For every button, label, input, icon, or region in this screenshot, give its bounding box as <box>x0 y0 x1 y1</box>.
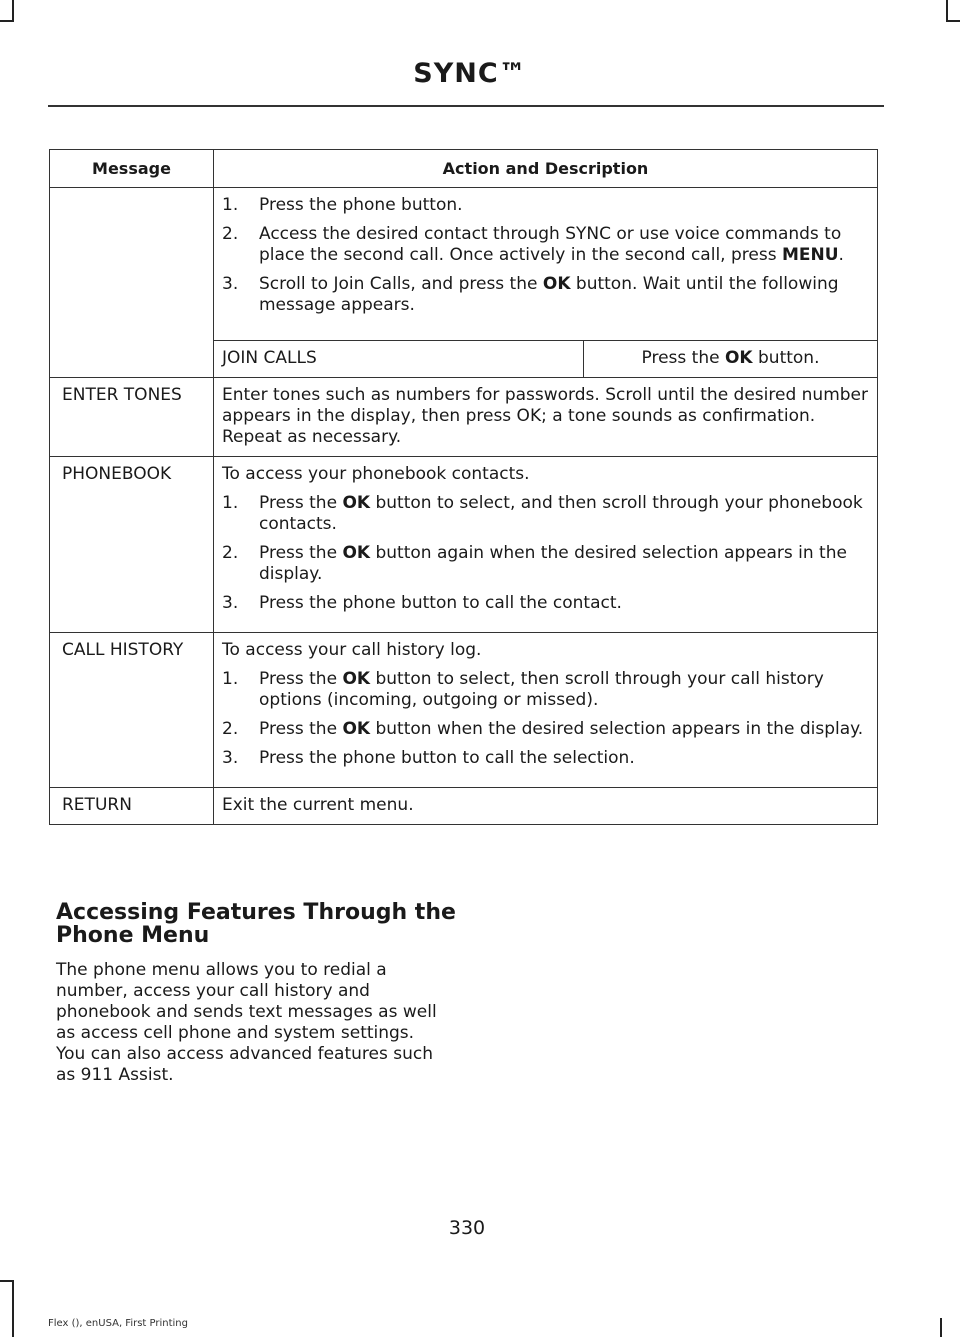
table-row-enter-tones <box>50 378 878 457</box>
crop-mark <box>12 1280 14 1337</box>
message-cell: RETURN <box>50 788 214 825</box>
column-header-message: Message <box>50 150 214 188</box>
join-calls-action: Press the OK button. <box>584 341 878 378</box>
column-header-action: Action and Description <box>214 150 878 188</box>
phonebook-steps-list <box>222 493 871 614</box>
message-cell: ENTER TONES <box>50 378 214 457</box>
table-row-return <box>50 788 878 825</box>
message-cell: PHONEBOOK <box>50 457 214 633</box>
message-cell: CALL HISTORY <box>50 633 214 788</box>
list-item: 2. Press the OK button when the desired selection appears in the display. <box>222 719 864 739</box>
step-number: 1. <box>222 669 239 689</box>
crop-mark <box>940 1318 942 1337</box>
action-cell <box>214 633 878 788</box>
step-number: 3. <box>222 748 239 768</box>
crop-mark <box>12 0 14 22</box>
bold-keyword: OK <box>342 493 371 513</box>
table-row-join-calls <box>50 188 878 378</box>
bold-keyword: OK <box>342 543 371 563</box>
crop-mark <box>946 20 960 22</box>
action-cell <box>214 188 878 378</box>
message-cell <box>50 188 214 378</box>
step-number: 2. <box>222 224 239 244</box>
action-cell <box>214 457 878 633</box>
list-item: 2. Press the OK button again when the desired selection appears in the display. <box>222 543 847 584</box>
join-calls-message: JOIN CALLS <box>214 341 584 378</box>
nested-table <box>214 188 877 377</box>
crop-mark <box>0 20 14 22</box>
nested-row <box>214 341 877 378</box>
footer-print-info: Flex (), enUSA, First Printing <box>48 1318 188 1329</box>
step-number: 2. <box>222 719 239 739</box>
list-item: 3. Press the phone button to call the selection. <box>222 748 635 768</box>
table-row-call-history <box>50 633 878 788</box>
join-steps-list <box>222 195 871 316</box>
bold-keyword: MENU <box>781 245 839 265</box>
call-history-lead: To access your call history log. <box>222 640 482 660</box>
bold-keyword: OK <box>542 274 571 294</box>
step-number: 2. <box>222 543 239 563</box>
action-cell: Enter tones such as numbers for passwords. Scroll until the desired number appears in the display, then press OK; a tone sounds as confirmation. Repeat as necessary. <box>214 378 878 457</box>
call-history-steps-list <box>222 669 871 769</box>
list-item: 1. Press the OK button to select, and then scroll through your phonebook contacts. <box>222 493 863 534</box>
table-header-row <box>50 150 878 188</box>
list-item: 3. Scroll to Join Calls, and press the OK button. Wait until the following message appears. <box>222 274 839 315</box>
bold-keyword: OK <box>724 348 753 368</box>
crop-mark <box>946 0 948 22</box>
table-row-phonebook <box>50 457 878 633</box>
list-item: 3. Press the phone button to call the contact. <box>222 593 622 613</box>
step-number: 1. <box>222 195 239 215</box>
step-number: 3. <box>222 593 239 613</box>
crop-mark <box>0 1280 14 1282</box>
phonebook-lead: To access your phonebook contacts. <box>222 464 530 484</box>
bold-keyword: OK <box>342 669 371 689</box>
header-divider <box>48 105 884 107</box>
list-item: 1. Press the phone button. <box>222 195 463 215</box>
page-number: 330 <box>448 1217 486 1239</box>
list-item: 2. Access the desired contact through SYNC or use voice commands to place the second call. Once actively in the second call, press MENU. <box>222 224 844 265</box>
message-table <box>49 149 878 825</box>
page-header-title: SYNC™ <box>413 58 527 89</box>
step-number: 1. <box>222 493 239 513</box>
step-number: 3. <box>222 274 239 294</box>
action-cell: Exit the current menu. <box>214 788 878 825</box>
list-item: 1. Press the OK button to select, then scroll through your call history options (incoming, outgoing or missed). <box>222 669 824 710</box>
bold-keyword: OK <box>342 719 371 739</box>
section-heading: Accessing Features Through the Phone Menu <box>56 900 456 948</box>
section-body-text: The phone menu allows you to redial a number, access your call history and phonebook and sends text messages as well as access cell phone and system settings. You can also access advanced features such as 911 Assist. <box>56 960 437 1085</box>
